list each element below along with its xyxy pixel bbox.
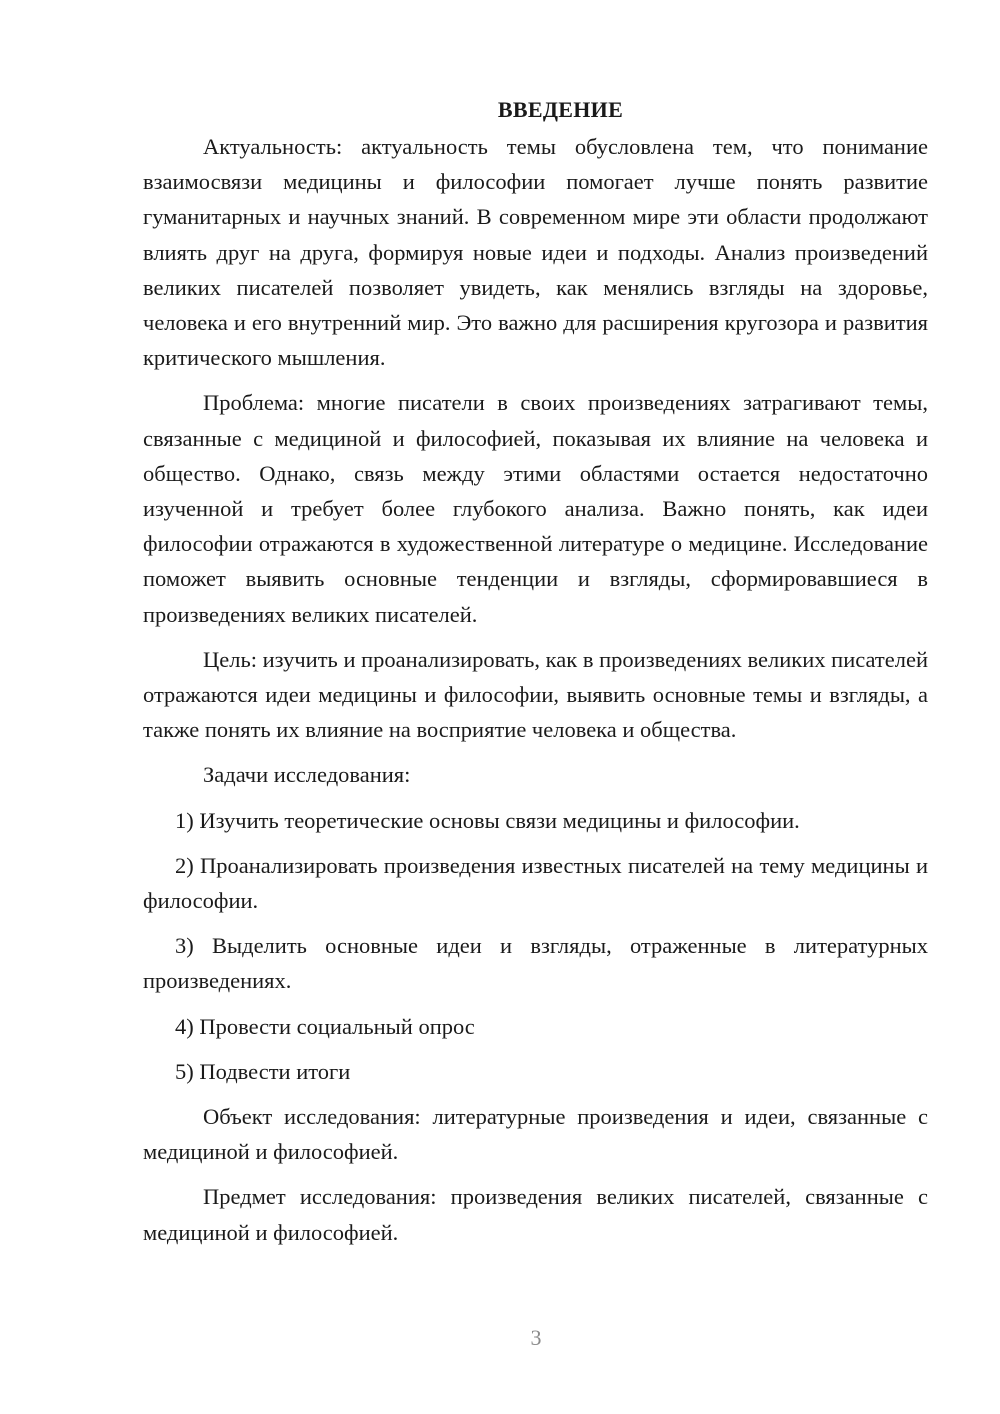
tasks-heading: Задачи исследования: [203,762,411,788]
object-paragraph: Объект исследования: литературные произведения и идеи, связанные с медициной и философией. [143,1104,928,1165]
relevance-paragraph: Актуальность: актуальность темы обусловлена тем, что понимание взаимосвязи медицины и философии помогает лучше понять развитие гуманитарных и научных знаний. В современном мире эти области продолжают влиять друг на друга, формируя новые идеи и подходы. Анализ произведений великих писателей позволяет увидеть, как менялись взгляды на здоровье, человека и его внутренний мир. Это важно для расширения кругозора и развития критического мышления. [143,134,928,371]
goal-paragraph: Цель: изучить и проанализировать, как в произведениях великих писателей отражаются идеи медицины и философии, выявить основные темы и взгляды, а также понять их влияние на восприятие человека и общества. [143,646,928,743]
document-page [143,92,928,1260]
task-item: 1) Изучить теоретические основы связи медицины и философии. [175,807,800,833]
subject-paragraph: Предмет исследования: произведения великих писателей, связанные с медициной и философией. [143,1184,928,1245]
task-item: 5) Подвести итоги [175,1058,351,1084]
task-item: 2) Проанализировать произведения известных писателей на тему медицины и философии. [143,852,928,914]
task-item: 4) Провести социальный опрос [175,1013,475,1039]
task-item: 3) Выделить основные идеи и взгляды, отраженные в литературных произведениях. [143,933,928,994]
page-number: 3 [530,1325,542,1350]
section-title: ВВЕДЕНИЕ [497,97,624,122]
problem-paragraph: Проблема: многие писатели в своих произведениях затрагивают темы, связанные с медициной и философией, показывая их влияние на человека и общество. Однако, связь между этими областями остается недостаточно изученной и требует более глубокого анализа. Важно понять, как идеи философии отражаются в художественной литературе о медицине. Исследование поможет выявить основные тенденции и взгляды, сформировавшиеся в произведениях великих писателей. [143,390,928,627]
